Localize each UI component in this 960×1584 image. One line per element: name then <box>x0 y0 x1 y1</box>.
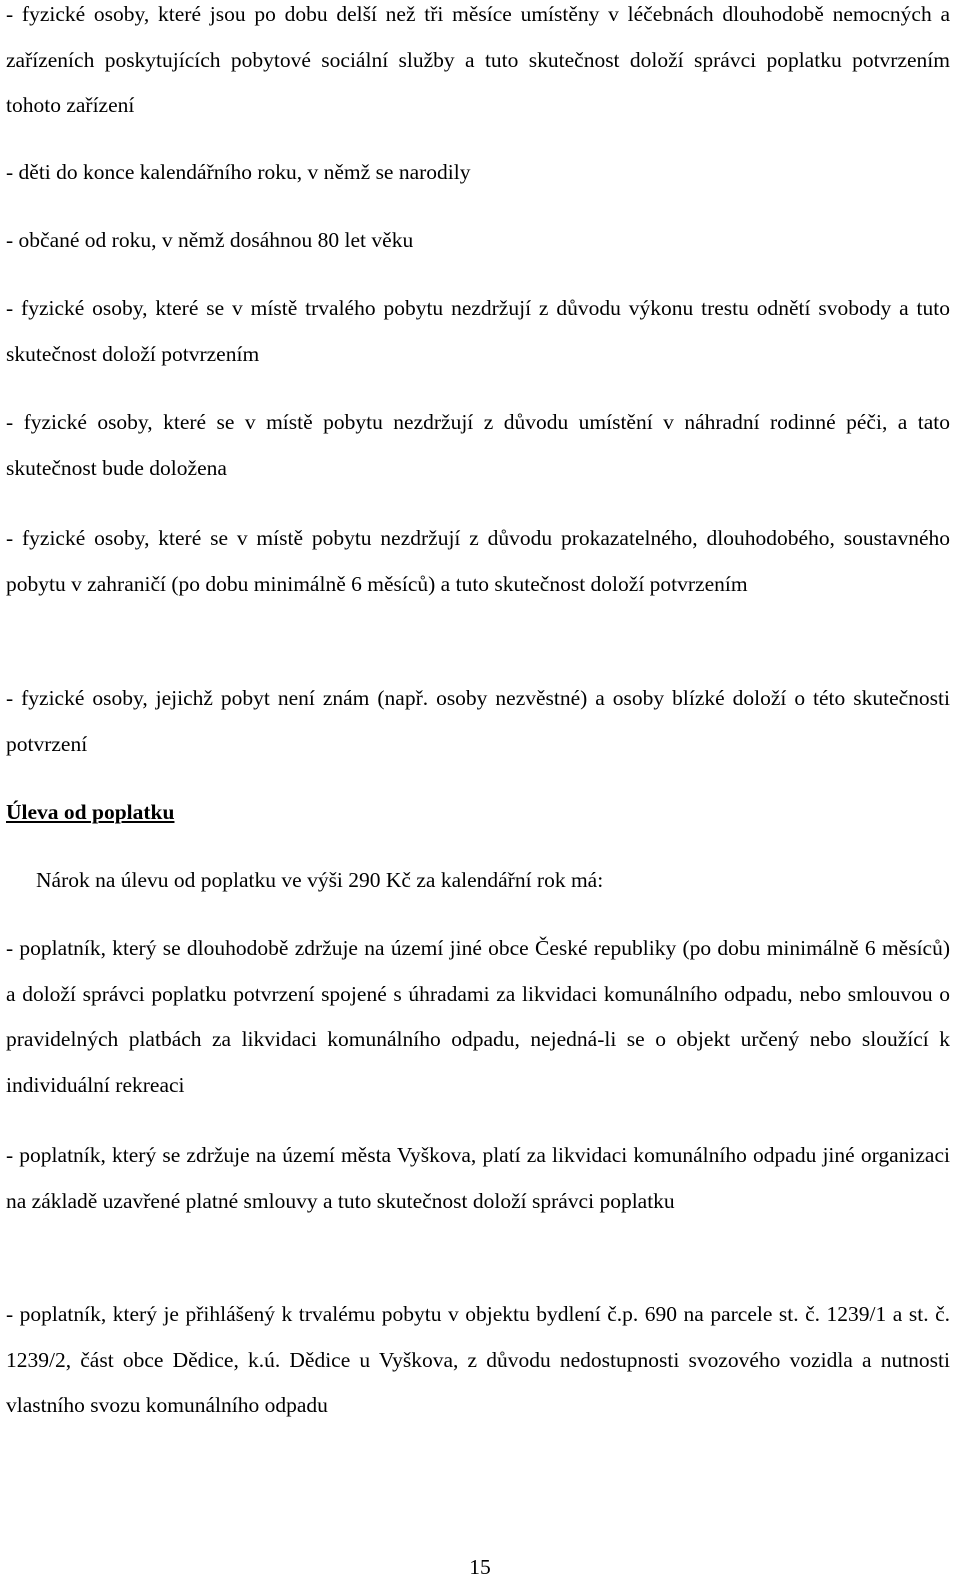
exemption-item-6: - fyzické osoby, které se v místě pobytu nezdržují z důvodu prokazatelného, dlouhodobého, soustavného pobytu v zahraničí (po dobu minimálně 6 měsíců) a tuto skutečnost doloží potvrzením <box>6 526 950 596</box>
relief-item-2: - poplatník, který se zdržuje na území města Vyškova, platí za likvidaci komunálního odpadu jiné organizaci na základě uzavřené platné smlouvy a tuto skutečnost doloží správci poplatku <box>6 1143 950 1213</box>
page-number: 15 <box>469 1555 491 1579</box>
exemption-item-4: - fyzické osoby, které se v místě trvalého pobytu nezdržují z důvodu výkonu trestu odnětí svobody a tuto skutečnost doloží potvrzením <box>6 296 950 366</box>
exemption-item-1: - fyzické osoby, které jsou po dobu delší než tři měsíce umístěny v léčebnách dlouhodobě nemocných a zařízeních poskytujících pobytové sociální služby a tuto skutečnost doloží správci poplatku potvrzením tohoto zařízení <box>6 2 950 118</box>
exemption-item-7: - fyzické osoby, jejichž pobyt není znám (např. osoby nezvěstné) a osoby blízké doloží o této skutečnosti potvrzení <box>6 686 950 756</box>
relief-item-1: - poplatník, který se dlouhodobě zdržuje na území jiné obce České republiky (po dobu minimálně 6 měsíců) a doloží správci poplatku potvrzení spojené s úhradami za likvidaci komunálního odpadu, nebo smlouvou o pravidelných platbách za likvidaci komunálního odpadu, nejedná-li se o objekt určený nebo sloužící k individuální rekreaci <box>6 936 950 1097</box>
relief-item-3: - poplatník, který je přihlášený k trvalému pobytu v objektu bydlení č.p. 690 na parcele st. č. 1239/1 a st. č. 1239/2, část obce Dědice, k.ú. Dědice u Vyškova, z důvodu nedostupnosti svozového vozidla a nutnosti vlastního svozu komunálního odpadu <box>6 1302 950 1418</box>
relief-intro: Nárok na úlevu od poplatku ve výši 290 Kč za kalendářní rok má: <box>36 868 604 892</box>
exemption-item-3: - občané od roku, v němž dosáhnou 80 let věku <box>6 228 414 252</box>
exemption-item-5: - fyzické osoby, které se v místě pobytu nezdržují z důvodu umístění v náhradní rodinné péči, a tato skutečnost bude doložena <box>6 410 950 480</box>
exemption-item-2: - děti do konce kalendářního roku, v němž se narodily <box>6 160 471 184</box>
section-heading: Úleva od poplatku <box>6 800 175 824</box>
